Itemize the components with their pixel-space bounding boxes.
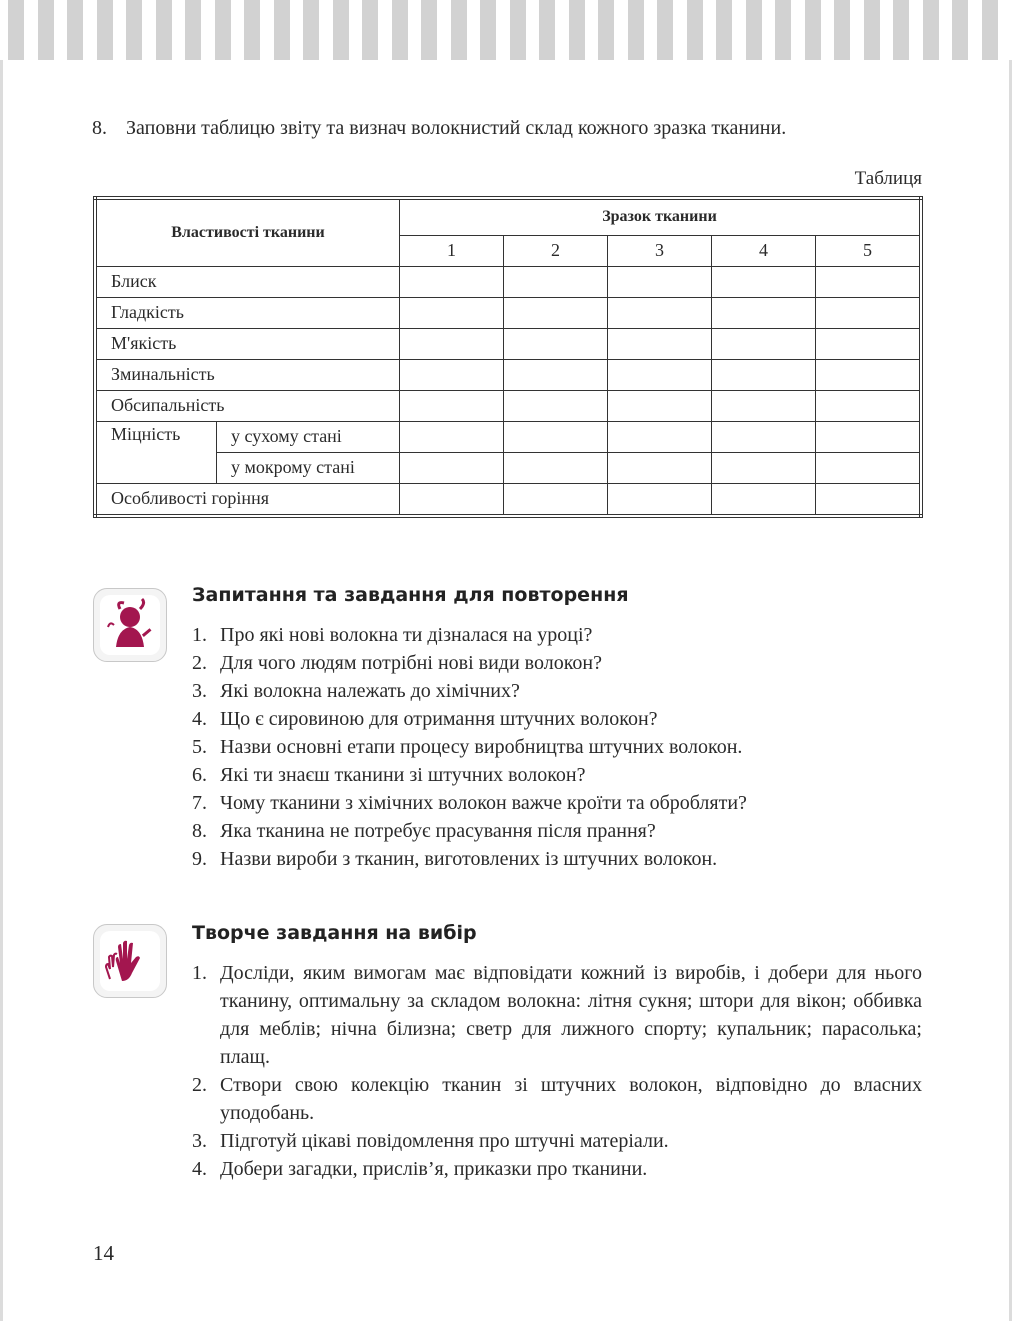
header-stripe: [392, 0, 408, 60]
header-stripe: [834, 0, 850, 60]
list-item: [192, 649, 922, 677]
header-stripe: [510, 0, 526, 60]
header-stripe: [421, 0, 437, 60]
list-item: [192, 789, 922, 817]
sample-number: 3: [608, 235, 712, 266]
row-label: Особливості горіння: [95, 483, 400, 516]
table-row: [95, 390, 921, 421]
header-stripe: [38, 0, 54, 60]
header-stripe: [628, 0, 644, 60]
sample-number: 4: [712, 235, 816, 266]
table-cell[interactable]: [816, 297, 922, 328]
table-cell[interactable]: [608, 421, 712, 452]
header-stripe: [598, 0, 614, 60]
table-cell[interactable]: [816, 483, 922, 516]
header-stripe: [539, 0, 555, 60]
header-stripes: [0, 0, 1014, 62]
item-number: 1.: [192, 962, 207, 984]
table-cell[interactable]: [816, 359, 922, 390]
item-number: 4.: [192, 708, 207, 730]
header-stripe: [480, 0, 496, 60]
creative-section-title: Творче завдання на вибір: [192, 922, 477, 944]
header-stripe: [746, 0, 762, 60]
task-number: 8.: [92, 117, 107, 139]
table-cell[interactable]: [712, 452, 816, 483]
table-cell[interactable]: [504, 483, 608, 516]
table-cell[interactable]: [504, 452, 608, 483]
item-text: Досліди, яким вимогам має відповідати кожний із виробів, і добери для нього тканину, оптимальну за складом волокна: літня сукня; штори для вікон; оббивка для меблів; нічна білизна; светр для лижного спорту; купальник; парасолька; плащ.: [220, 962, 922, 1068]
item-number: 1.: [192, 624, 207, 646]
header-stripe: [687, 0, 703, 60]
table-cell[interactable]: [400, 328, 504, 359]
item-number: 8.: [192, 820, 207, 842]
sample-header: Зразок тканини: [400, 198, 922, 235]
table-cell[interactable]: [816, 452, 922, 483]
header-stripe: [215, 0, 231, 60]
header-stripe: [8, 0, 24, 60]
header-stripe: [775, 0, 791, 60]
item-number: 7.: [192, 792, 207, 814]
table-cell[interactable]: [400, 483, 504, 516]
item-number: 5.: [192, 736, 207, 758]
item-text: Добери загадки, прислів’я, приказки про тканини.: [220, 1158, 648, 1180]
row-label: Міцність: [95, 421, 217, 483]
table-cell[interactable]: [400, 297, 504, 328]
row-label: Блиск: [95, 266, 400, 297]
table-row: [95, 421, 921, 452]
header-stripe: [864, 0, 880, 60]
list-item: [192, 845, 922, 873]
table-cell[interactable]: [816, 328, 922, 359]
page-number: 14: [93, 1241, 114, 1265]
table-caption: Таблиця: [854, 168, 922, 189]
table-row: [95, 297, 921, 328]
row-label: Обсипальність: [95, 390, 400, 421]
creative-tasks-list: [192, 959, 922, 1183]
task-8: [92, 114, 922, 143]
table-cell[interactable]: [712, 359, 816, 390]
left-margin-rule: [0, 60, 3, 1321]
header-stripe: [333, 0, 349, 60]
row-label: Гладкість: [95, 297, 400, 328]
table-cell[interactable]: [712, 328, 816, 359]
table-row: [95, 483, 921, 516]
item-text: Які волокна належать до хімічних?: [220, 680, 520, 702]
item-text: Створи свою колекцію тканин зі штучних волокон, відповідно до власних уподобань.: [220, 1074, 922, 1124]
header-stripe: [451, 0, 467, 60]
table-cell[interactable]: [504, 390, 608, 421]
row-label: Зминальність: [95, 359, 400, 390]
header-stripe: [97, 0, 113, 60]
item-text: Для чого людям потрібні нові види волокон?: [220, 652, 602, 674]
table-cell[interactable]: [608, 452, 712, 483]
table-cell[interactable]: [712, 421, 816, 452]
item-text: Назви основні етапи процесу виробництва штучних волокон.: [220, 736, 743, 758]
list-item: [192, 1155, 922, 1183]
table-row: [95, 266, 921, 297]
review-section-title: Запитання та завдання для повторення: [192, 584, 629, 606]
list-item: [192, 1071, 922, 1127]
header-stripe: [982, 0, 998, 60]
table-cell[interactable]: [608, 266, 712, 297]
properties-header: Властивості тканини: [95, 198, 400, 266]
item-number: 6.: [192, 764, 207, 786]
row-label: М'якість: [95, 328, 400, 359]
table-cell[interactable]: [400, 421, 504, 452]
list-item: [192, 733, 922, 761]
row-sublabel: у сухому стані: [217, 421, 400, 452]
table-cell[interactable]: [712, 297, 816, 328]
table-cell[interactable]: [504, 297, 608, 328]
table-cell[interactable]: [608, 359, 712, 390]
list-item: [192, 677, 922, 705]
sample-number: 5: [816, 235, 922, 266]
list-item: [192, 761, 922, 789]
thinking-girl-icon: [93, 588, 167, 662]
table-cell[interactable]: [504, 328, 608, 359]
item-text: Яка тканина не потребує прасування після прання?: [220, 820, 656, 842]
header-stripe: [657, 0, 673, 60]
header-stripe: [156, 0, 172, 60]
table-cell[interactable]: [504, 266, 608, 297]
table-cell[interactable]: [608, 390, 712, 421]
item-text: Які ти знаєш тканини зі штучних волокон?: [220, 764, 586, 786]
item-text: Назви вироби з тканин, виготовлених із штучних волокон.: [220, 848, 718, 870]
sample-number: 1: [400, 235, 504, 266]
item-text: Чому тканини з хімічних волокон важче кроїти та обробляти?: [220, 792, 747, 814]
header-stripe: [952, 0, 968, 60]
list-item: [192, 1127, 922, 1155]
header-stripe: [716, 0, 732, 60]
table-cell[interactable]: [400, 266, 504, 297]
list-item: [192, 621, 922, 649]
table-cell[interactable]: [504, 421, 608, 452]
report-table: [93, 196, 923, 518]
item-number: 9.: [192, 848, 207, 870]
table-cell[interactable]: [816, 390, 922, 421]
table-row: [95, 452, 921, 483]
table-row: [95, 328, 921, 359]
sample-number: 2: [504, 235, 608, 266]
task-text: Заповни таблицю звіту та визнач волокнистий склад кожного зразка тканини.: [126, 117, 787, 139]
table-cell[interactable]: [400, 359, 504, 390]
item-number: 2.: [192, 652, 207, 674]
item-number: 4.: [192, 1158, 207, 1180]
item-number: 3.: [192, 1130, 207, 1152]
list-item: [192, 959, 922, 1071]
item-text: Що є сировиною для отримання штучних волокон?: [220, 708, 658, 730]
header-stripe: [805, 0, 821, 60]
header-stripe: [126, 0, 142, 60]
header-stripe: [923, 0, 939, 60]
item-number: 3.: [192, 680, 207, 702]
table-cell[interactable]: [712, 483, 816, 516]
table-cell[interactable]: [712, 390, 816, 421]
header-stripe: [274, 0, 290, 60]
list-item: [192, 817, 922, 845]
header-stripe: [303, 0, 319, 60]
header-stripe: [362, 0, 378, 60]
header-stripe: [185, 0, 201, 60]
table-cell[interactable]: [400, 452, 504, 483]
item-text: Підготуй цікаві повідомлення про штучні матеріали.: [220, 1130, 669, 1152]
hands-icon: [93, 924, 167, 998]
table-cell[interactable]: [608, 483, 712, 516]
right-margin-rule: [1009, 60, 1012, 1321]
table-cell[interactable]: [608, 328, 712, 359]
table-cell[interactable]: [816, 266, 922, 297]
table-cell[interactable]: [400, 390, 504, 421]
table-cell[interactable]: [816, 421, 922, 452]
list-item: [192, 705, 922, 733]
header-stripe: [569, 0, 585, 60]
table-cell[interactable]: [608, 297, 712, 328]
item-text: Про які нові волокна ти дізналася на уроці?: [220, 624, 593, 646]
header-stripe: [893, 0, 909, 60]
table-cell[interactable]: [504, 359, 608, 390]
review-questions-list: [192, 621, 922, 873]
header-stripe: [67, 0, 83, 60]
table-row: [95, 359, 921, 390]
table-cell[interactable]: [712, 266, 816, 297]
row-sublabel: у мокрому стані: [217, 452, 400, 483]
header-stripe: [244, 0, 260, 60]
item-number: 2.: [192, 1074, 207, 1096]
